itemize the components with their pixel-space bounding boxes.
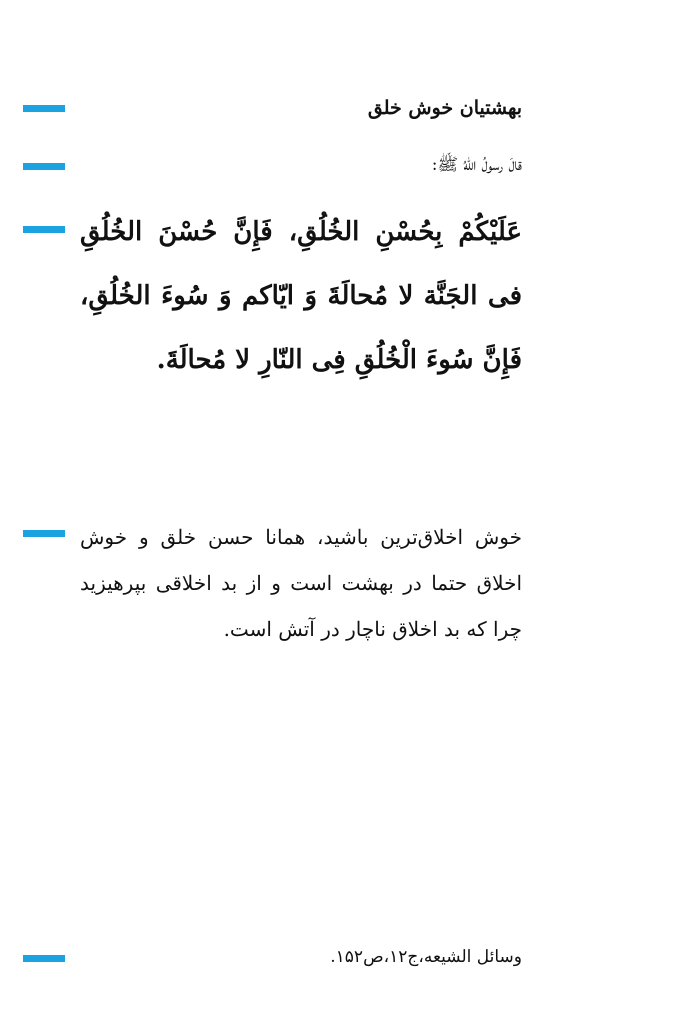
persian-translation: خوش اخلاق‌ترین باشید، همانا حسن خلق و خوش اخلاق حتما در بهشت است و از بد اخلاقی بپرهیزید چرا که بد اخلاق ناچار در آتش است. xyxy=(80,525,522,641)
translation-marker-bar xyxy=(23,530,65,537)
hadith-intro: قالَ رسولُ اللهُ ﷺ: xyxy=(431,155,522,175)
hadith-marker-bar xyxy=(23,226,65,233)
page-title: بهشتیان خوش خلق xyxy=(367,97,522,119)
intro-marker-bar xyxy=(23,163,65,170)
source-citation: وسائل الشيعه،ج۱۲،ص۱۵۲. xyxy=(330,947,522,967)
hadith-arabic-text: عَلَيْكُمْ بِحُسْنِ الخُلُقِ، فَإِنَّ حُسْنَ الخُلُقِ فی الجَنَّة لا مُحالَةَ وَ ايّاكم وَ سُوءَ الخُلُقِ، فَإِنَّ سُوءَ الْخُلُقِ فِی النّارِ لا مُحالَةَ. xyxy=(80,217,522,375)
title-marker-bar xyxy=(23,105,65,112)
source-marker-bar xyxy=(23,955,65,962)
